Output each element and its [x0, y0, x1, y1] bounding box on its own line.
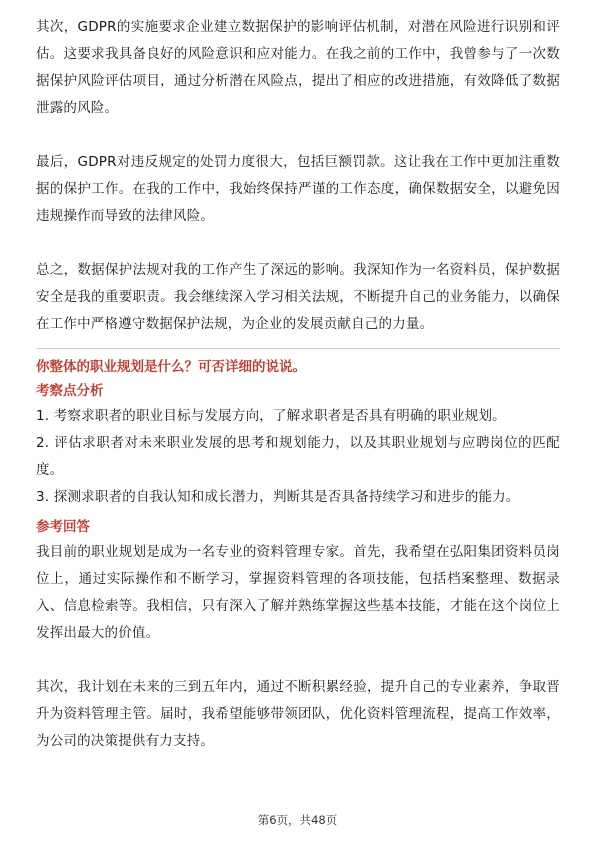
analysis-item: 1. 考察求职者的职业目标与发展方向，了解求职者是否具有明确的职业规划。: [36, 408, 506, 424]
analysis-item: 3. 探测求职者的自我认知和成长潜力，判断其是否具备持续学习和进步的能力。: [36, 489, 520, 505]
page-number-footer: 第6页，共48页: [257, 813, 338, 827]
document-page: [36, 14, 560, 755]
analysis-heading: 考察点分析: [36, 383, 104, 399]
answer-paragraph: 我目前的职业规划是成为一名专业的资料管理专家。首先，我希望在弘阳集团资料员岗位上，通过实际操作和不断学习，掌握资料管理的各项技能，包括档案整理、数据录入、信息检索等。我相信，只有深入了解并熟练掌握这些基本技能，才能在这个岗位上发挥出最大的价值。: [36, 544, 560, 641]
answer-paragraph: 其次，我计划在未来的三到五年内，通过不断积累经验，提升自己的专业素养，争取晋升为资料管理主管。届时，我希望能够带领团队，优化资料管理流程，提高工作效率，为公司的决策提供有力支持。: [36, 679, 560, 749]
section-divider: [36, 348, 560, 349]
body-paragraph-gdpr-penalty: 最后，GDPR对违反规定的处罚力度很大，包括巨额罚款。这让我在工作中更加注重数据的保护工作。在我的工作中，我始终保持严谨的工作态度，确保数据安全，以避免因违规操作而导致的法律风险。: [36, 154, 560, 224]
body-paragraph-summary: 总之，数据保护法规对我的工作产生了深远的影响。我深知作为一名资料员，保护数据安全是我的重要职责。我会继续深入学习相关法规，不断提升自己的业务能力，以确保在工作中严格遵守数据保护法规，为企业的发展贡献自己的力量。: [36, 262, 560, 332]
body-paragraph-gdpr-assessment: 其次，GDPR的实施要求企业建立数据保护的影响评估机制，对潜在风险进行识别和评估。这要求我具备良好的风险意识和应对能力。在我之前的工作中，我曾参与了一次数据保护风险评估项目，通过分析潜在风险点，提出了相应的改进措施，有效降低了数据泄露的风险。: [36, 19, 560, 116]
answer-heading: 参考回答: [36, 519, 90, 535]
interview-question: 你整体的职业规划是什么？可否详细的说说。: [36, 359, 306, 375]
analysis-item: 2. 评估求职者对未来职业发展的思考和规划能力，以及其职业规划与应聘岗位的匹配度。: [36, 435, 560, 478]
